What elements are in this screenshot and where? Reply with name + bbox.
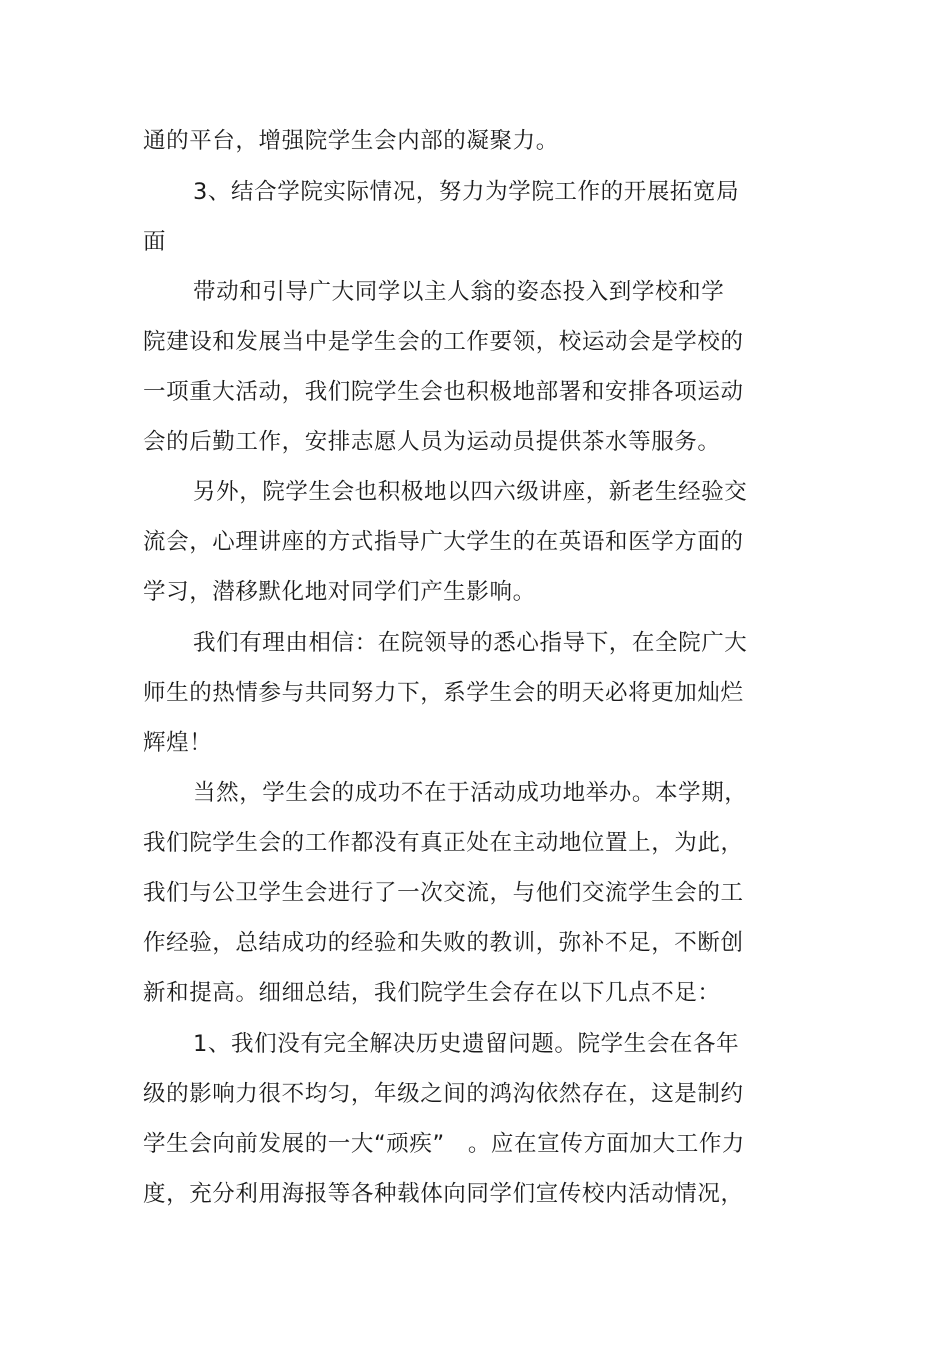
text-line: 当然，学生会的成功不在于活动成功地举办。本学期， — [193, 780, 748, 806]
text-line: 我们有理由相信：在院领导的悉心指导下，在全院广大 — [193, 630, 748, 656]
text-line: 带动和引导广大同学以主人翁的姿态投入到学校和学 — [193, 279, 725, 305]
text-line: 师生的热情参与共同努力下，系学生会的明天必将更加灿烂 — [143, 680, 744, 706]
text-line: 3、结合学院实际情况，努力为学院工作的开展拓宽局 — [193, 179, 740, 205]
text-line: 我们院学生会的工作都没有真正处在主动地位置上，为此， — [143, 830, 744, 856]
text-line: 级的影响力很不均匀，年级之间的鸿沟依然存在，这是制约 — [143, 1081, 744, 1107]
text-line: 会的后勤工作，安排志愿人员为运动员提供茶水等服务。 — [143, 429, 721, 455]
text-line: 流会，心理讲座的方式指导广大学生的在英语和医学方面的 — [143, 529, 744, 555]
text-line: 度，充分利用海报等各种载体向同学们宣传校内活动情况， — [143, 1181, 744, 1207]
text-line: 辉煌！ — [143, 730, 213, 756]
text-line: 新和提高。细细总结，我们院学生会存在以下几点不足： — [143, 980, 721, 1006]
text-line: 院建设和发展当中是学生会的工作要领，校运动会是学校的 — [143, 329, 744, 355]
text-line: 一项重大活动，我们院学生会也积极地部署和安排各项运动 — [143, 379, 744, 405]
text-line: 1、我们没有完全解决历史遗留问题。院学生会在各年 — [193, 1031, 740, 1057]
text-line: 学习，潜移默化地对同学们产生影响。 — [143, 579, 536, 605]
text-line: 通的平台，增强院学生会内部的凝聚力。 — [143, 128, 559, 154]
text-line: 学生会向前发展的一大“顽疾” 。应在宣传方面加大工作力 — [143, 1131, 746, 1157]
text-line: 面 — [143, 229, 167, 255]
text-line: 另外，院学生会也积极地以四六级讲座，新老生经验交 — [193, 479, 748, 505]
text-line: 我们与公卫学生会进行了一次交流，与他们交流学生会的工 — [143, 880, 744, 906]
text-line: 作经验，总结成功的经验和失败的教训，弥补不足，不断创 — [143, 930, 744, 956]
